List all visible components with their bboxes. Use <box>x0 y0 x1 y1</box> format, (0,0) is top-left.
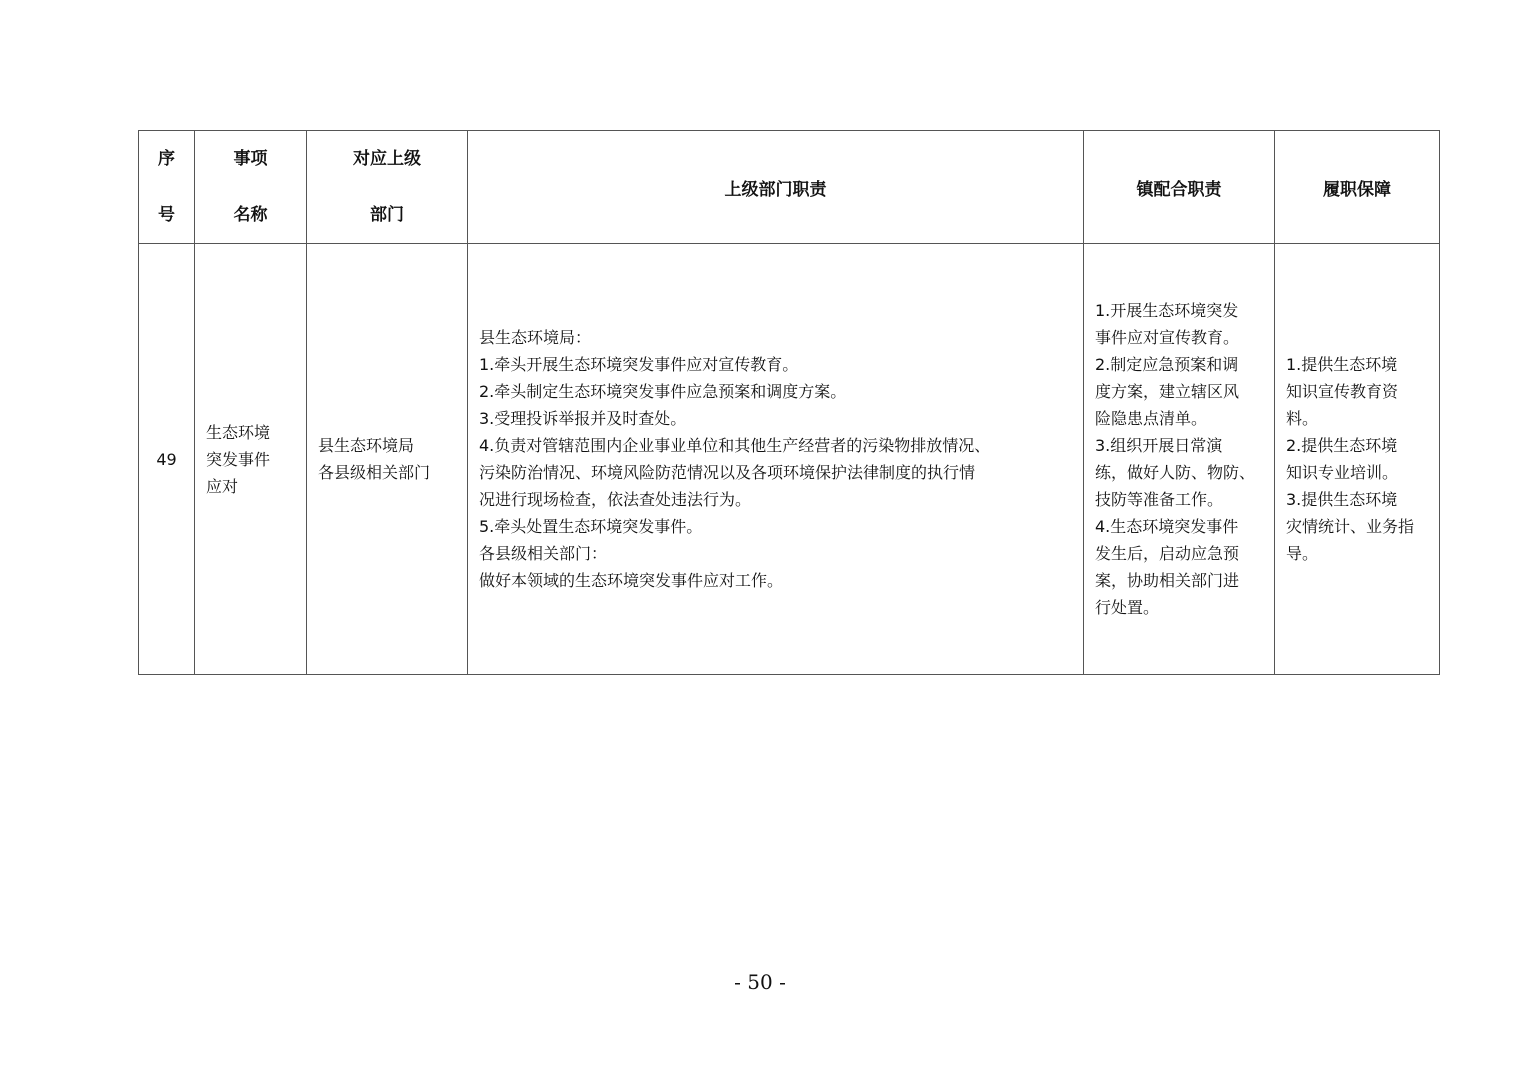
cell-guarantee: 1.提供生态环境 知识宣传教育资 料。 2.提供生态环境 知识专业培训。 3.提供生态环境 灾情统计、业务指 导。 <box>1275 244 1440 675</box>
cell-item-name: 生态环境 突发事件 应对 <box>195 244 307 675</box>
header-item-name: 事项 名称 <box>195 131 307 244</box>
table-header-row <box>139 131 1440 244</box>
header-superior-dept: 对应上级 部门 <box>307 131 468 244</box>
cell-town-duty: 1.开展生态环境突发 事件应对宣传教育。 2.制定应急预案和调 度方案，建立辖区风 险隐患点清单。 3.组织开展日常演 练，做好人防、物防、 技防等准备工作。 4.生态环境突发事件 发生后，启动应急预 案，协助相关部门进 行处置。 <box>1084 244 1275 675</box>
cell-superior-duty: 县生态环境局： 1.牵头开展生态环境突发事件应对宣传教育。 2.牵头制定生态环境突发事件应急预案和调度方案。 3.受理投诉举报并及时查处。 4.负责对管辖范围内企业事业单位和其他生产经营者的污染物排放情况、 污染防治情况、环境风险防范情况以及各项环境保护法律制度的执行情 况进行现场检查，依法查处违法行为。 5.牵头处置生态环境突发事件。 各县级相关部门： 做好本领域的生态环境突发事件应对工作。 <box>468 244 1084 675</box>
header-town-duty: 镇配合职责 <box>1084 131 1275 244</box>
cell-superior-dept: 县生态环境局 各县级相关部门 <box>307 244 468 675</box>
cell-seq: 49 <box>139 244 195 675</box>
header-seq: 序 号 <box>139 131 195 244</box>
header-superior-duty: 上级部门职责 <box>468 131 1084 244</box>
duty-table <box>138 130 1440 675</box>
page-number: - 50 - <box>734 970 786 994</box>
header-guarantee: 履职保障 <box>1275 131 1440 244</box>
table-row <box>139 244 1440 675</box>
